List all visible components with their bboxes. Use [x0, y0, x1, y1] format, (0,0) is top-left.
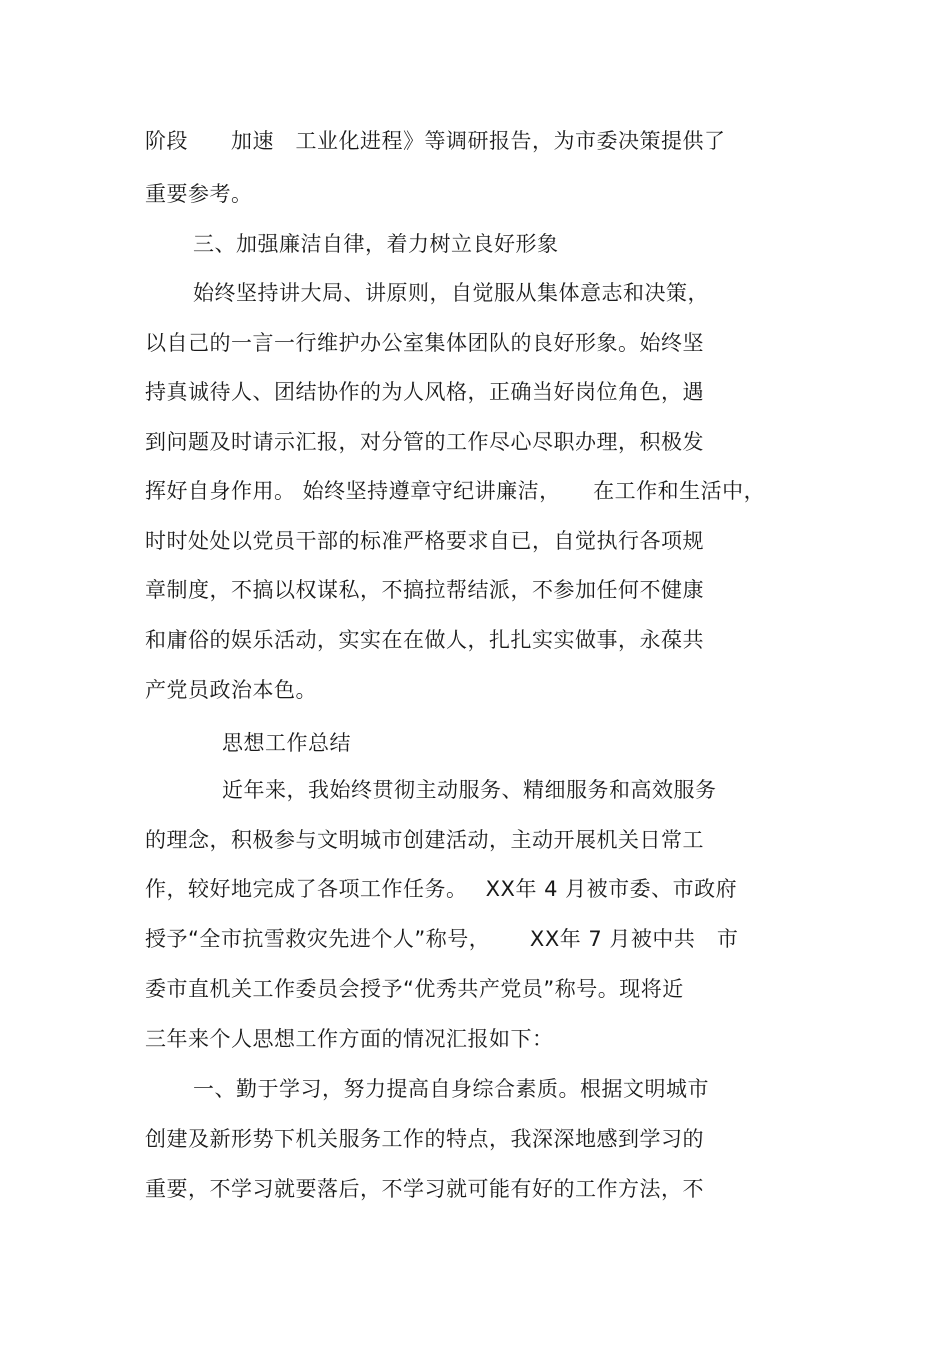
text-line: 以自己的一言一行维护办公室集体团队的良好形象。始终坚: [145, 331, 704, 355]
text-line: 近年来，我始终贯彻主动服务、精细服务和高效服务: [222, 778, 717, 802]
document-title: 思想工作总结: [222, 731, 351, 755]
text-line: 委市直机关工作委员会授予“优秀共产党员”称号。现将近: [145, 977, 684, 1001]
text-line: 章制度，不搞以权谋私，不搞拉帮结派，不参加任何不健康: [145, 578, 704, 602]
text-line: 作，较好地完成了各项工作任务。 XX年 4 月被市委、市政府: [145, 877, 738, 901]
text-line: 的理念，积极参与文明城市创建活动，主动开展机关日常工: [145, 828, 704, 852]
text-line: 创建及新形势下机关服务工作的特点，我深深地感到学习的: [145, 1127, 704, 1151]
text-line: 到问题及时请示汇报，对分管的工作尽心尽职办理，积极发: [145, 430, 704, 454]
text-line: 挥好自身作用。 始终坚持遵章守纪讲廉洁， 在工作和生活中，: [145, 479, 766, 503]
text-line: 三年来个人思想工作方面的情况汇报如下：: [145, 1027, 554, 1051]
text-line: 产党员政治本色。: [145, 678, 317, 702]
text-line: 重要参考。: [145, 182, 253, 206]
text-line: 持真诚待人、团结协作的为人风格，正确当好岗位角色，遇: [145, 380, 704, 404]
text-line: 时时处处以党员干部的标准严格要求自已，自觉执行各项规: [145, 529, 704, 553]
text-line: 阶段 加速 工业化进程》等调研报告，为市委决策提供了: [145, 129, 726, 153]
text-line: 授予“全市抗雪救灾先进个人”称号， XX年 7 月被中共 市: [145, 927, 739, 951]
section-heading: 一、勤于学习，努力提高自身综合素质。根据文明城市: [193, 1077, 709, 1101]
section-heading: 三、加强廉洁自律，着力树立良好形象: [193, 232, 559, 256]
text-line: 始终坚持讲大局、讲原则，自觉服从集体意志和决策，: [193, 281, 709, 305]
text-line: 重要，不学习就要落后，不学习就可能有好的工作方法，不: [145, 1177, 704, 1201]
text-line: 和庸俗的娱乐活动，实实在在做人，扎扎实实做事，永葆共: [145, 628, 704, 652]
